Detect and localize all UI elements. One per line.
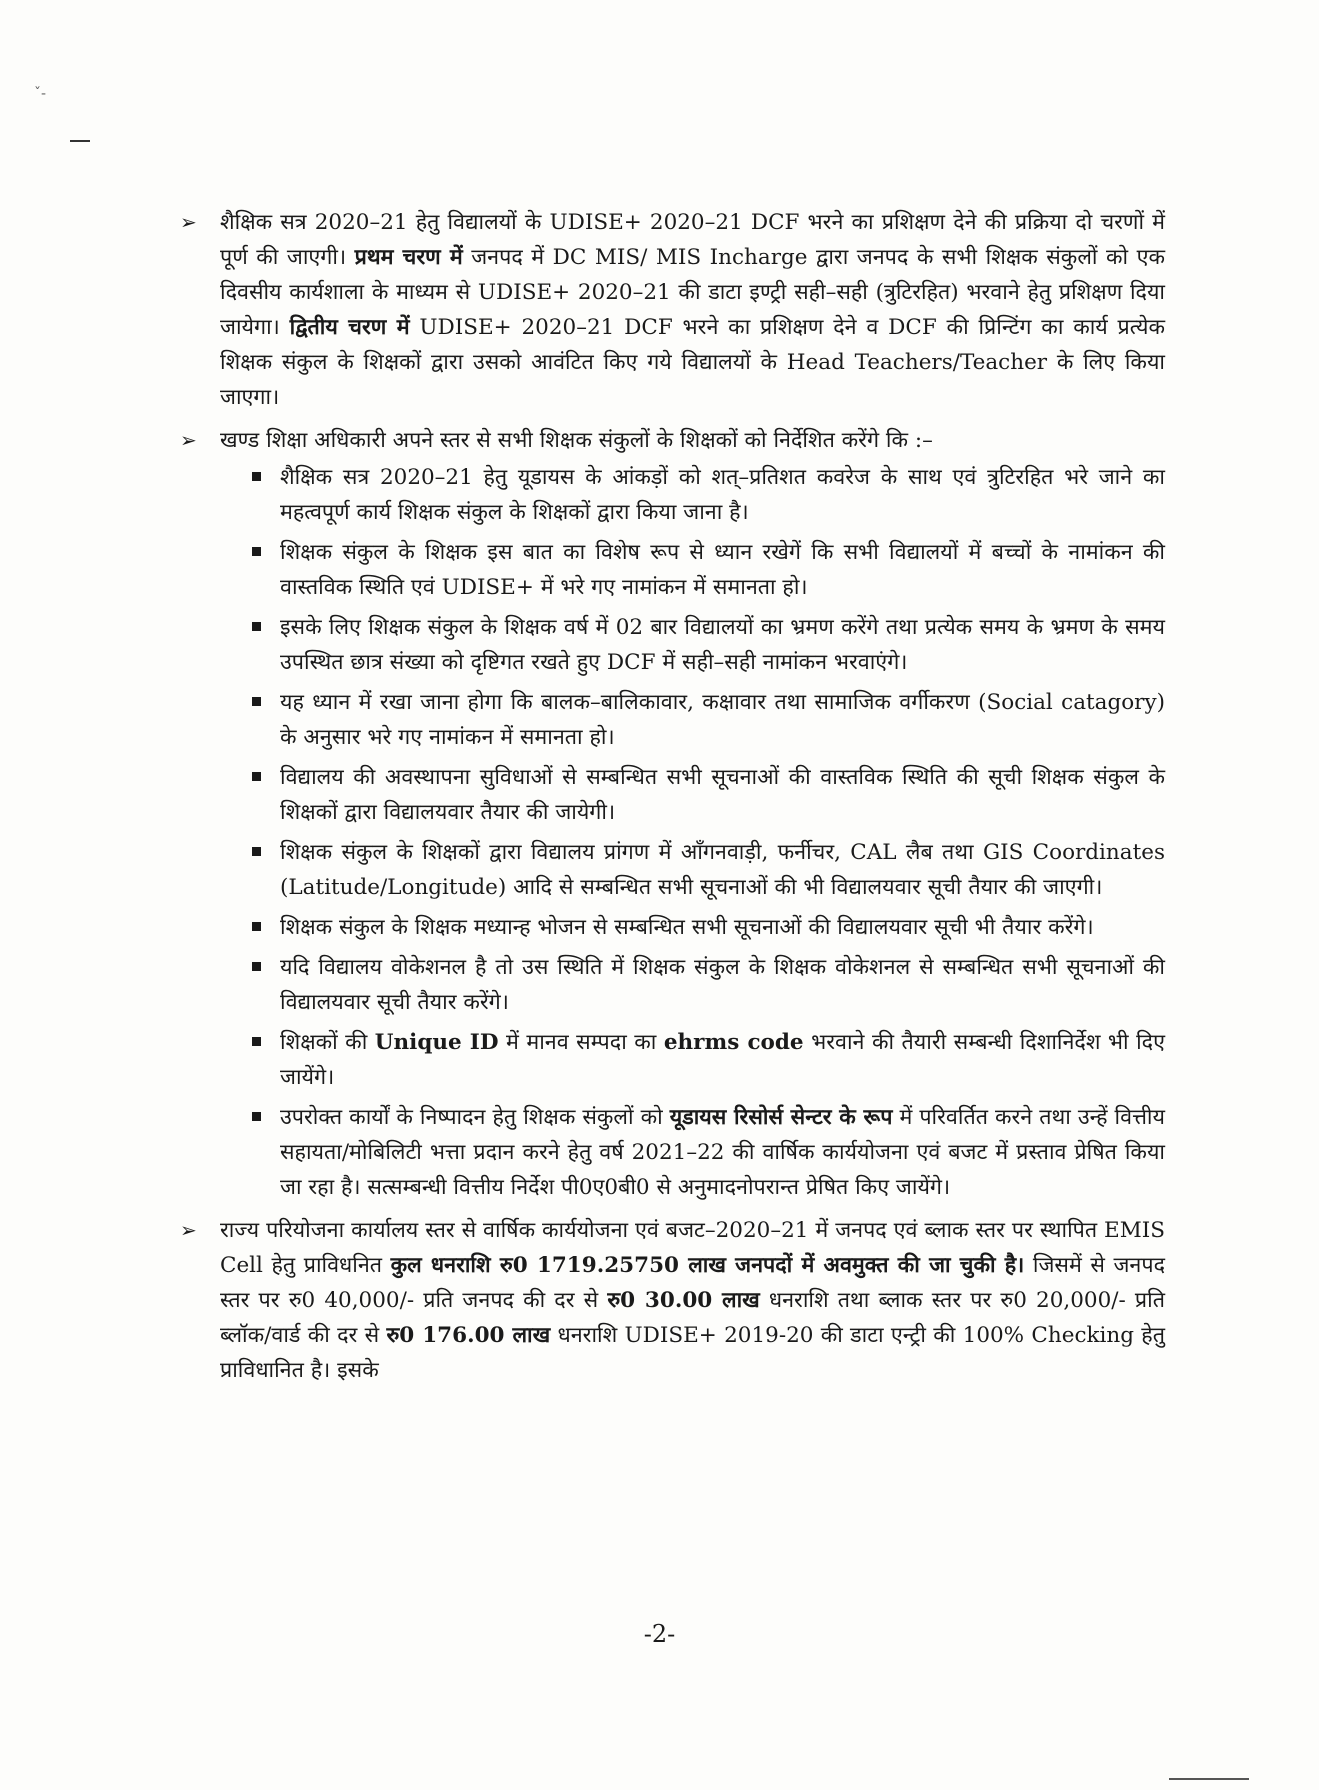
square-bullet-icon <box>252 547 261 556</box>
page-number: -2- <box>643 1620 676 1648</box>
square-bullet-icon <box>252 847 261 856</box>
list-item: उपरोक्त कार्यों के निष्पादन हेतु शिक्षक संकुलों को यूडायस रिसोर्स सेन्टर के रूप में परिवर्तित करने तथा उन्हें वित्तीय सहायता/मोबिलिटी भत्ता प्रदान करने हेतु वर्ष 2021–22 की वार्षिक कार्ययोजना एवं बजट में प्रस्ताव प्रेषित किया जा रहा है। सत्सम्बन्धी वित्तीय निर्देश पी0ए0बी0 से अनुमादनोपरान्त प्रेषित किए जायेंगे। <box>250 1100 1165 1205</box>
arrow-bullet-icon: ➢ <box>180 210 197 234</box>
square-bullet-icon <box>252 1112 261 1121</box>
instruction-list <box>250 460 1165 1205</box>
list-item: शिक्षक संकुल के शिक्षक इस बात का विशेष रूप से ध्यान रखेगें कि सभी विद्यालयों में बच्चों के नामांकन की वास्तविक स्थिति एवं UDISE+ में भरे गए नामांकन में समानता हो। <box>250 535 1165 605</box>
arrow-paragraph-3: ➢ राज्य परियोजना कार्यालय स्तर से वार्षिक कार्ययोजना एवं बजट–2020–21 में जनपद एवं ब्लाक स्तर पर स्थापित EMIS Cell हेतु प्राविधनित कुल धनराशि रु0 1719.25750 लाख जनपदों में अवमुक्त की जा चुकी है। जिसमें से जनपद स्तर पर रु0 40,000/- प्रति जनपद की दर से रु0 30.00 लाख धनराशि तथा ब्लाक स्तर पर रु0 20,000/- प्रति ब्लॉक/वार्ड की दर से रु0 176.00 लाख धनराशि UDISE+ 2019-20 की डाटा एन्ट्री की 100% Checking हेतु प्राविधानित है। इसके <box>180 1213 1165 1388</box>
scan-dash <box>1169 1778 1249 1780</box>
square-bullet-icon <box>252 472 261 481</box>
list-item: इसके लिए शिक्षक संकुल के शिक्षक वर्ष में 02 बार विद्यालयों का भ्रमण करेंगे तथा प्रत्येक समय के भ्रमण के समय उपस्थित छात्र संख्या को दृष्टिगत रखते हुए DCF में सही–सही नामांकन भरवाएंगे। <box>250 610 1165 680</box>
list-item: शैक्षिक सत्र 2020–21 हेतु यूडायस के आंकड़ों को शत्–प्रतिशत कवरेज के साथ एवं त्रुटिरहित भरे जाने का महत्वपूर्ण कार्य शिक्षक संकुल के शिक्षकों द्वारा किया जाना है। <box>250 460 1165 530</box>
square-bullet-icon <box>252 772 261 781</box>
list-item: विद्यालय की अवस्थापना सुविधाओं से सम्बन्धित सभी सूचनाओं की वास्तविक स्थिति की सूची शिक्षक संकुल के शिक्षकों द्वारा विद्यालयवार तैयार की जायेगी। <box>250 760 1165 830</box>
scan-dash <box>70 140 90 142</box>
list-item: यदि विद्यालय वोकेशनल है तो उस स्थिति में शिक्षक संकुल के शिक्षक वोकेशनल से सम्बन्धित सभी सूचनाओं की विद्यालयवार सूची तैयार करेंगे। <box>250 950 1165 1020</box>
scan-mark: ˇ- <box>34 86 47 102</box>
list-item: शिक्षकों की Unique ID में मानव सम्पदा का ehrms code भरवाने की तैयारी सम्बन्धी दिशानिर्देश भी दिए जायेंगे। <box>250 1025 1165 1095</box>
square-bullet-icon <box>252 622 261 631</box>
list-item: शिक्षक संकुल के शिक्षकों द्वारा विद्यालय प्रांगण में आँगनवाड़ी, फर्नीचर, CAL लैब तथा GIS Coordinates (Latitude/Longitude) आदि से सम्बन्धित सभी सूचनाओं की भी विद्यालयवार सूची तैयार की जाएगी। <box>250 835 1165 905</box>
list-item: यह ध्यान में रखा जाना होगा कि बालक–बालिकावार, कक्षावार तथा सामाजिक वर्गीकरण (Social catagory) के अनुसार भरे गए नामांकन में समानता हो। <box>250 685 1165 755</box>
document-body <box>180 205 1165 1396</box>
square-bullet-icon <box>252 697 261 706</box>
square-bullet-icon <box>252 1037 261 1046</box>
square-bullet-icon <box>252 922 261 931</box>
arrow-paragraph-2: ➢ खण्ड शिक्षा अधिकारी अपने स्तर से सभी शिक्षक संकुलों के शिक्षकों को निर्देशित करेंगे कि :– शैक्षिक सत्र 2020–21 हेतु यूडायस के आंकड़ों को शत्–प्रतिशत कवरेज के साथ एवं त्रुटिरहित भरे जाने का महत्वपूर्ण कार्य शिक्षक संकुल के शिक्षकों द्वारा किया जाना है। शिक्षक संकुल के शिक्षक इस बात का विशेष रूप से ध्यान रखेगें कि सभी विद्यालयों में बच्चों के नामांकन की वास्तविक स्थिति एवं UDISE+ में भरे गए नामांकन में समानता हो। इसके लिए शिक्षक संकुल के शिक्षक वर्ष में 02 बार विद्यालयों का भ्रमण करेंगे तथा प्रत्येक समय के भ्रमण के समय उपस्थित छात्र संख्या को दृष्टिगत रखते हुए DCF में सही–सही नामांकन भरवाएंगे। यह ध्यान में रखा जाना होगा कि बालक–बालिकावार, कक्षावार तथा सामाजिक वर्गीकरण (Social catagory) के अनुसार भरे गए नामांकन में समानता हो। विद्यालय की अवस्थापना सुविधाओं से सम्बन्धित सभी सूचनाओं की वास्तविक स्थिति की सूची शिक्षक संकुल के शिक्षकों द्वारा विद्यालयवार तैयार की जायेगी। शिक्षक संकुल के शिक्षकों द्वारा विद्यालय प्रांगण में आँगनवाड़ी, फर्नीचर, CAL लैब तथा GIS Coordinates (Latitude/Longitude) आदि से सम्बन्धित सभी सूचनाओं की भी विद्यालयवार सूची तैयार की जाएगी। शिक्षक संकुल के शिक्षक मध्यान्ह भोजन से सम्बन्धित सभी सूचनाओं की विद्यालयवार सूची भी तैयार करेंगे। यदि विद्यालय वोकेशनल है तो उस स्थिति में शिक्षक संकुल के शिक्षक वोकेशनल से सम्बन्धित सभी सूचनाओं की विद्यालयवार सूची तैयार करेंगे। शिक्षकों की Unique ID में मानव सम्पदा का ehrms code भरवाने की तैयारी सम्बन्धी दिशानिर्देश भी दिए जायेंगे। उपरोक्त कार्यों के निष्पादन हेतु शिक्षक संकुलों को यूडायस रिसोर्स सेन्टर के रूप में परिवर्तित करने तथा उन्हें वित्तीय सहायता/मोबिलिटी भत्ता प्रदान करने हेतु वर्ष 2021–22 की वार्षिक कार्ययोजना एवं बजट में प्रस्ताव प्रेषित किया जा रहा है। सत्सम्बन्धी वित्तीय निर्देश पी0ए0बी0 से अनुमादनोपरान्त प्रेषित किए जायेंगे। <box>180 423 1165 1205</box>
arrow-bullet-icon: ➢ <box>180 1218 197 1242</box>
arrow-paragraph-1: ➢ शैक्षिक सत्र 2020–21 हेतु विद्यालयों के UDISE+ 2020–21 DCF भरने का प्रशिक्षण देने की प्रक्रिया दो चरणों में पूर्ण की जाएगी। प्रथम चरण में जनपद में DC MIS/ MIS Incharge द्वारा जनपद के सभी शिक्षक संकुलों को एक दिवसीय कार्यशाला के माध्यम से UDISE+ 2020–21 की डाटा इण्ट्री सही–सही (त्रुटिरहित) भरवाने हेतु प्रशिक्षण दिया जायेगा। द्वितीय चरण में UDISE+ 2020–21 DCF भरने का प्रशिक्षण देने व DCF की प्रिन्टिंग का कार्य प्रत्येक शिक्षक संकुल के शिक्षकों द्वारा उसको आवंटित किए गये विद्यालयों के Head Teachers/Teacher के लिए किया जाएगा। <box>180 205 1165 415</box>
arrow-bullet-icon: ➢ <box>180 428 197 452</box>
square-bullet-icon <box>252 962 261 971</box>
list-item: शिक्षक संकुल के शिक्षक मध्यान्ह भोजन से सम्बन्धित सभी सूचनाओं की विद्यालयवार सूची भी तैयार करेंगे। <box>250 910 1165 945</box>
